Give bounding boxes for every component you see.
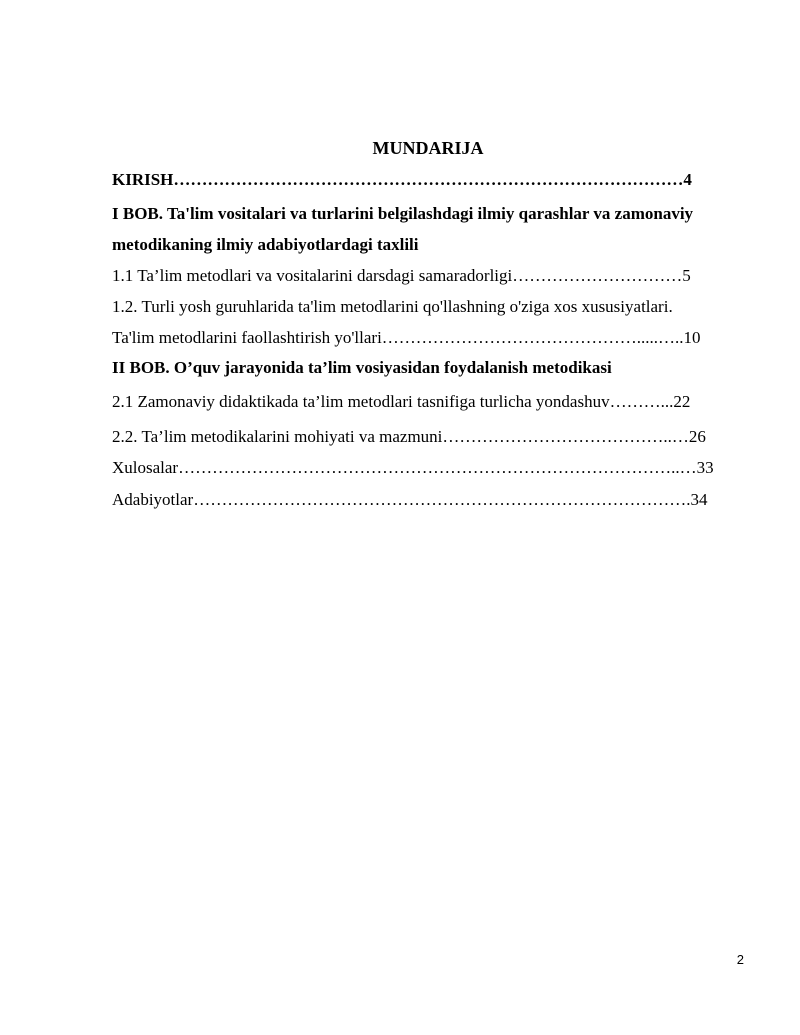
toc-chapter-2-heading: II BOB. O’quv jarayonida ta’lim vosiyasidan foydalanish metodikasi: [112, 358, 612, 377]
toc-entry-2-2: 2.2. Ta’lim metodikalarini mohiyati va mazmuni…………………………………..…26: [112, 427, 706, 446]
toc-entry-1-2-cont: Ta'lim metodlarini faollashtirish yo'llari……………………………………….....…..10: [112, 328, 701, 347]
toc-entry-1-2: 1.2. Turli yosh guruhlarida ta'lim metodlarini qo'llashning o'ziga xos xususiyatlari.: [112, 297, 673, 316]
toc-entry-kirish: KIRISH………………………………………………………………………………4: [112, 170, 692, 189]
page-number: 2: [736, 952, 744, 967]
toc-entry-1-1: 1.1 Ta’lim metodlari va vositalarini darsdagi samaradorligi…………………………5: [112, 266, 691, 285]
toc-entry-adabiyotlar: Adabiyotlar…………………………………………………………………………….34: [112, 490, 708, 509]
toc-entry-xulosalar: Xulosalar……………………………………………………………………………..…33: [112, 458, 714, 477]
toc-chapter-1-heading-cont: metodikaning ilmiy adabiyotlardagi taxlili: [112, 235, 419, 254]
toc-entry-2-1: 2.1 Zamonaviy didaktikada ta’lim metodlari tasnifiga turlicha yondashuv………...22: [112, 392, 691, 411]
toc-chapter-1-heading: I BOB. Ta'lim vositalari va turlarini belgilashdagi ilmiy qarashlar va zamonaviy: [112, 204, 694, 223]
toc-title: MUNDARIJA: [372, 138, 484, 158]
